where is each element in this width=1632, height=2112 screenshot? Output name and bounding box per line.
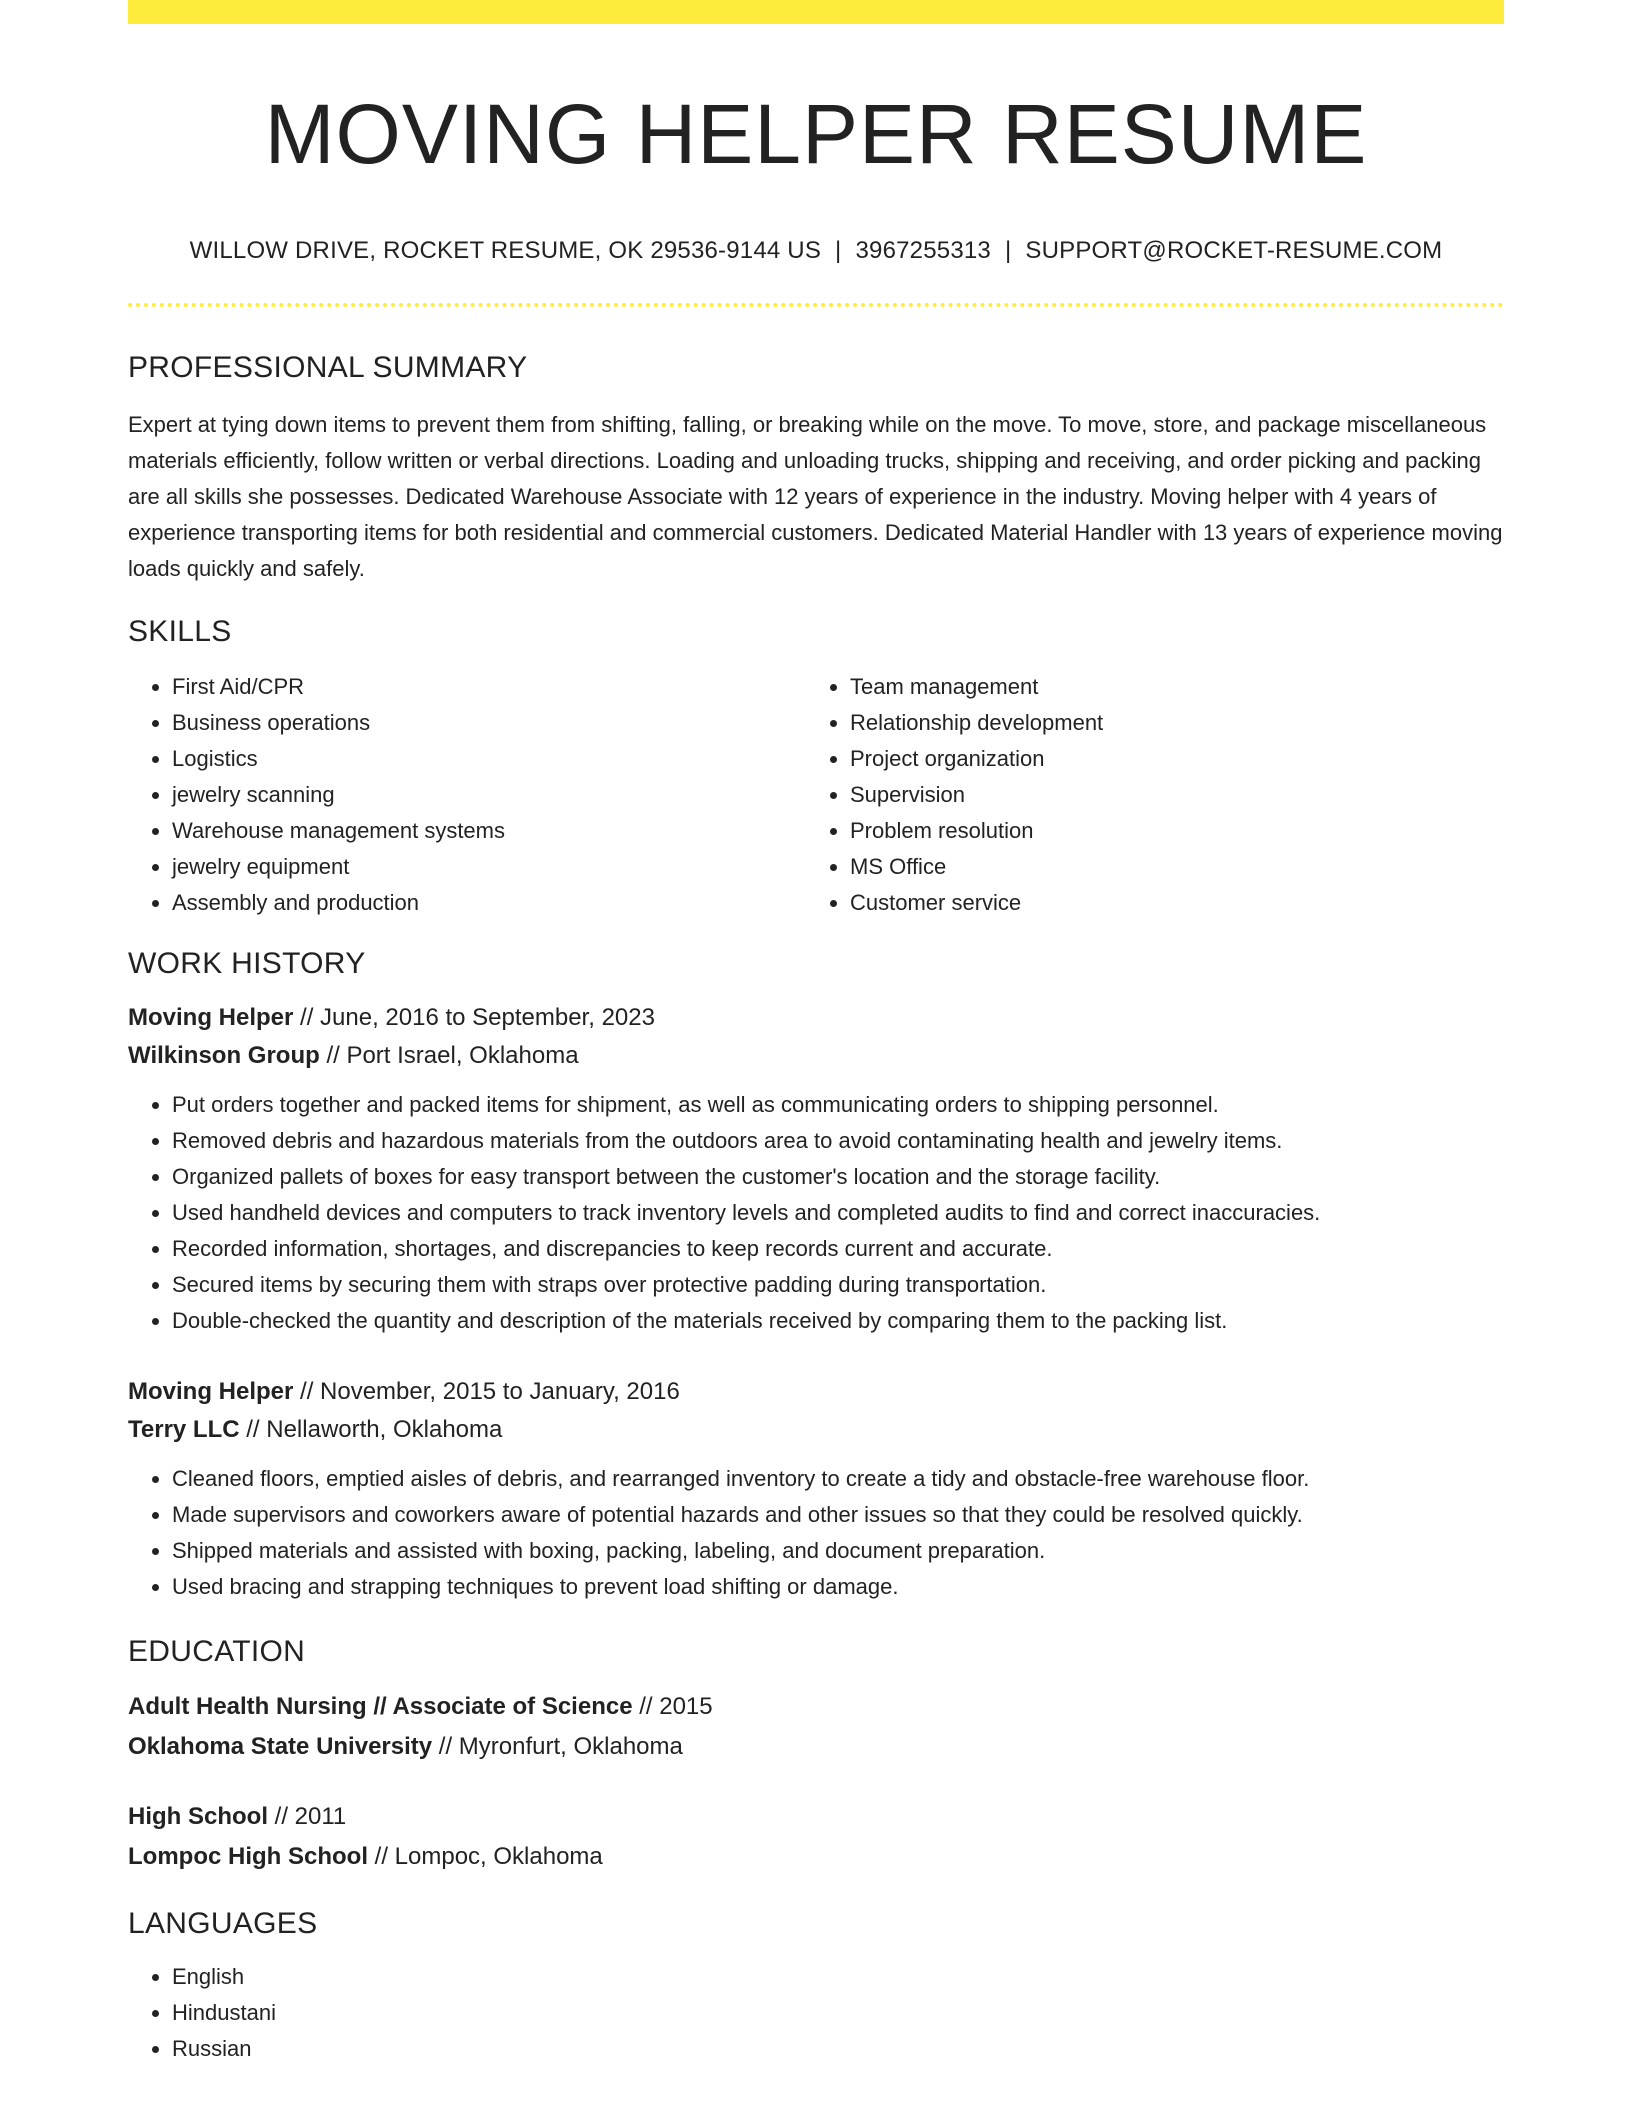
skill-item: • Assembly and production	[172, 885, 806, 921]
skill-item: • First Aid/CPR	[172, 669, 806, 705]
job-entry	[128, 999, 1504, 1339]
contact-email: SUPPORT@ROCKET-RESUME.COM	[1025, 236, 1443, 264]
education-school: Oklahoma State University	[128, 1732, 433, 1760]
job-title-line	[128, 1373, 1504, 1411]
education-school: Lompoc High School	[128, 1842, 368, 1870]
education-school-line	[128, 1837, 1504, 1877]
education-entry	[128, 1687, 1504, 1767]
education-school-line	[128, 1727, 1504, 1767]
job-entry	[128, 1373, 1504, 1605]
contact-separator: |	[1004, 236, 1012, 264]
contact-line	[128, 237, 1504, 265]
section-title-summary: PROFESSIONAL SUMMARY	[128, 350, 528, 384]
skills-column-right	[806, 669, 1484, 921]
job-duty: • Secured items by securing them with straps over protective padding during transportation.	[172, 1267, 1504, 1303]
header-divider	[128, 303, 1504, 307]
contact-separator: |	[835, 236, 842, 264]
contact-phone: 3967255313	[855, 236, 991, 264]
job-duty: • Removed debris and hazardous materials from the outdoors area to avoid contaminating health and jewelry items.	[172, 1123, 1504, 1159]
job-location: // Nellaworth, Oklahoma	[239, 1415, 503, 1443]
job-dates: // November, 2015 to January, 2016	[293, 1377, 680, 1405]
skills-column-left	[128, 669, 806, 921]
skill-item: • Problem resolution	[850, 813, 1484, 849]
section-title-education: EDUCATION	[128, 1634, 306, 1668]
skill-item: • Business operations	[172, 705, 806, 741]
education-year: // 2015	[632, 1692, 713, 1720]
education-degree: Adult Health Nursing // Associate of Science	[128, 1692, 633, 1720]
job-duty: • Recorded information, shortages, and discrepancies to keep records current and accurate.	[172, 1231, 1504, 1267]
skill-item: • Warehouse management systems	[172, 813, 806, 849]
job-duties	[128, 1461, 1504, 1605]
language-item: • Russian	[172, 2031, 1504, 2067]
skill-item: • jewelry scanning	[172, 777, 806, 813]
skills-list	[128, 669, 1504, 921]
job-location: // Port Israel, Oklahoma	[319, 1041, 579, 1069]
education-degree-line	[128, 1687, 1504, 1727]
skill-item: • jewelry equipment	[172, 849, 806, 885]
contact-address: WILLOW DRIVE, ROCKET RESUME, OK 29536-9144 US	[189, 236, 822, 264]
job-duty: • Put orders together and packed items for shipment, as well as communicating orders to shipping personnel.	[172, 1087, 1504, 1123]
job-duty: • Cleaned floors, emptied aisles of debris, and rearranged inventory to create a tidy and obstacle-free warehouse floor.	[172, 1461, 1504, 1497]
languages-list	[128, 1959, 1504, 2067]
job-duty: • Double-checked the quantity and description of the materials received by comparing them to the packing list.	[172, 1303, 1504, 1339]
job-duties	[128, 1087, 1504, 1339]
section-title-languages: LANGUAGES	[128, 1906, 318, 1940]
section-title-work-history: WORK HISTORY	[128, 946, 366, 980]
skill-item: • Team management	[850, 669, 1484, 705]
job-role: Moving Helper	[128, 1003, 294, 1031]
skill-item: • MS Office	[850, 849, 1484, 885]
job-company: Wilkinson Group	[128, 1041, 320, 1069]
skill-item: • Supervision	[850, 777, 1484, 813]
section-title-skills: SKILLS	[128, 614, 232, 648]
education-location: // Lompoc, Oklahoma	[368, 1842, 603, 1870]
job-duty: • Used bracing and strapping techniques to prevent load shifting or damage.	[172, 1569, 1504, 1605]
job-duty: • Shipped materials and assisted with boxing, packing, labeling, and document preparation.	[172, 1533, 1504, 1569]
skill-item: • Relationship development	[850, 705, 1484, 741]
education-year: // 2011	[268, 1802, 347, 1830]
page-title: MOVING HELPER RESUME	[264, 87, 1368, 181]
job-dates: // June, 2016 to September, 2023	[293, 1003, 655, 1031]
education-degree-line	[128, 1797, 1504, 1837]
job-duty: • Organized pallets of boxes for easy transport between the customer's location and the storage facility.	[172, 1159, 1504, 1195]
skill-item: • Project organization	[850, 741, 1484, 777]
accent-top-bar	[128, 0, 1504, 24]
job-company-line	[128, 1037, 1504, 1075]
skill-item: • Logistics	[172, 741, 806, 777]
job-duty: • Used handheld devices and computers to track inventory levels and completed audits to find and correct inaccuracies.	[172, 1195, 1504, 1231]
job-company: Terry LLC	[128, 1415, 240, 1443]
resume-page	[128, 0, 1504, 2067]
language-item: • Hindustani	[172, 1995, 1504, 2031]
education-entry	[128, 1797, 1504, 1877]
education-location: // Myronfurt, Oklahoma	[432, 1732, 683, 1760]
summary-text: Expert at tying down items to prevent them from shifting, falling, or breaking while on the move. To move, store, and package miscellaneous materials efficiently, follow written or verbal directions. Loading and unloading trucks, shipping and receiving, and order picking and packing are all skills she possesses. Dedicated Warehouse Associate with 12 years of experience in the industry. Moving helper with 4 years of experience transporting items for both residential and commercial customers. Dedicated Material Handler with 13 years of experience moving loads quickly and safely.	[128, 411, 1503, 581]
job-role: Moving Helper	[128, 1377, 294, 1405]
language-item: • English	[172, 1959, 1504, 1995]
education-degree: High School	[128, 1802, 268, 1830]
job-duty: • Made supervisors and coworkers aware of potential hazards and other issues so that they could be resolved quickly.	[172, 1497, 1504, 1533]
skill-item: • Customer service	[850, 885, 1484, 921]
job-company-line	[128, 1411, 1504, 1449]
job-title-line	[128, 999, 1504, 1037]
